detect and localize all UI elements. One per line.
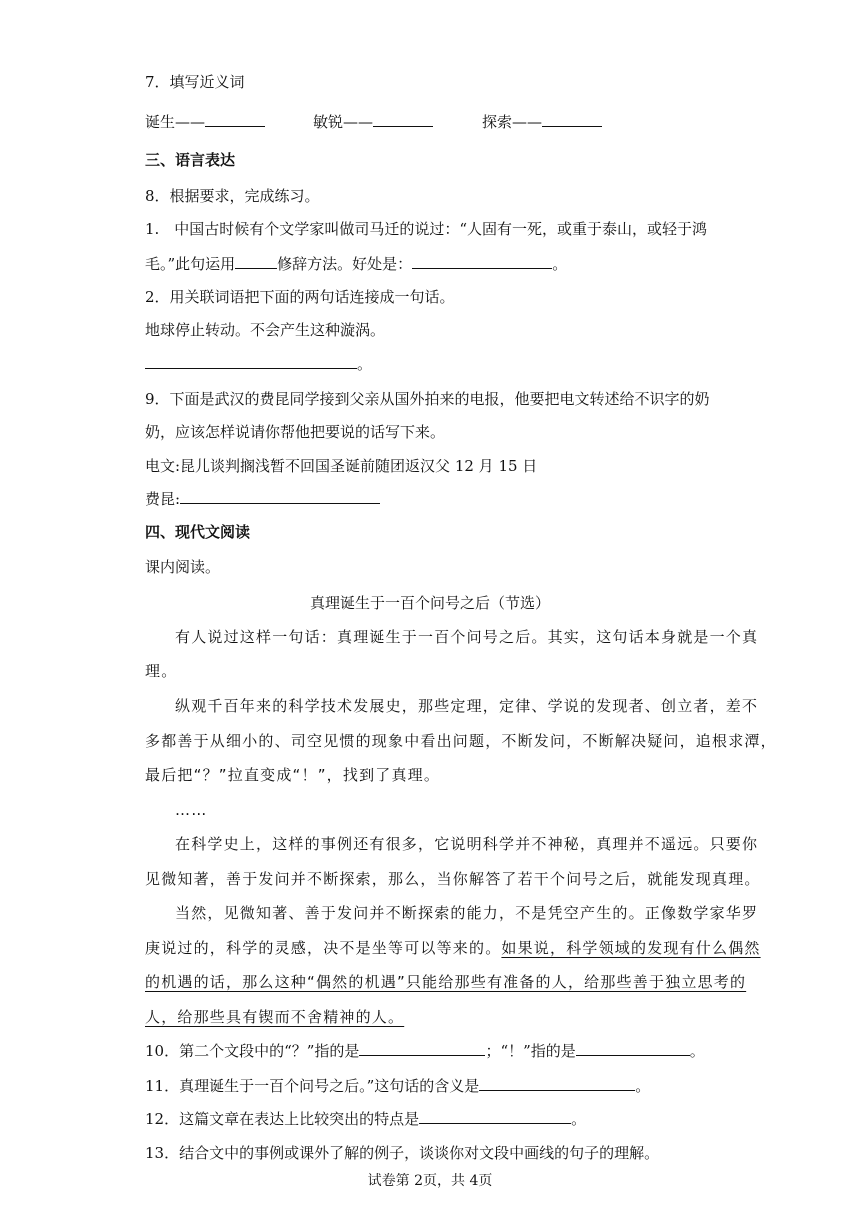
article-p4-line1: 当然，见微知著、善于发问并不断探索的能力，不是凭空产生的。正像数学家华罗 — [175, 904, 759, 922]
answer-blank[interactable] — [180, 489, 380, 504]
article-p3-line1: 在科学史上，这样的事例还有很多，它说明科学并不神秘，真理并不遥远。只要你 — [175, 835, 759, 853]
underlined-sentence-line2: 的机遇的话，那么这种“偶然的机遇”只能给那些有准备的人，给那些善于独立思考的 — [145, 973, 747, 991]
article-p1-line2: 理。 — [145, 662, 178, 680]
answer-blank[interactable] — [145, 354, 357, 369]
answer-blank[interactable] — [359, 1041, 485, 1056]
q10-text-a: 10．第二个文段中的“？”指的是 — [145, 1042, 360, 1060]
answer-blank[interactable] — [412, 254, 552, 269]
underlined-sentence-line3: 人，给那些具有锲而不舍精神的人。 — [145, 1008, 405, 1026]
answer-blank[interactable] — [205, 112, 265, 127]
synonym-word: 诞生—— — [145, 113, 206, 131]
q8-sub2-sentence: 地球停止转动。不会产生这种漩涡。 — [145, 321, 386, 339]
underlined-sentence: 如果说，科学领域的发现有什么偶然 — [501, 939, 761, 957]
article-p3-line2: 见微知著，善于发问并不断探索，那么，当你解答了若干个问号之后，就能发现真理。 — [145, 870, 761, 888]
article-p1-line1: 有人说过这样一句话：真理诞生于一百个问号之后。其实，这句话本身就是一个真 — [175, 628, 759, 646]
q11-text-a: 11．真理诞生于一百个问号之后。”这句话的含义是 — [145, 1077, 480, 1095]
q9-line2: 奶，应该怎样说请你帮他把要说的话写下来。 — [145, 423, 446, 441]
answer-blank[interactable] — [235, 254, 277, 269]
synonym-item-3 — [482, 112, 602, 132]
article-p2-line3: 最后把“？”拉直变成“！”，找到了真理。 — [145, 766, 441, 784]
q8-sub1-line2 — [145, 254, 567, 274]
answer-blank[interactable] — [479, 1076, 635, 1091]
answer-blank[interactable] — [419, 1109, 571, 1124]
q12-text-b: 。 — [571, 1110, 587, 1128]
q8-sub1-line1: 1. 中国古时候有个文学家叫做司马迁的说过：“人固有一死，或重于泰山，或轻于鸿 — [145, 220, 707, 238]
q10-text-c: 。 — [689, 1042, 705, 1060]
q8-prompt: 8．根据要求，完成练习。 — [145, 187, 320, 205]
q9-telegram: 电文:昆儿谈判搁浅暂不回国圣诞前随团返汉父 12 月 15 日 — [145, 457, 538, 475]
answer-blank[interactable] — [373, 112, 433, 127]
q11 — [145, 1076, 650, 1096]
answer-blank[interactable] — [542, 112, 602, 127]
section-4-sub: 课内阅读。 — [145, 558, 221, 576]
section-4-heading: 四、现代文阅读 — [145, 523, 251, 541]
q8-sub1-text-c: 。 — [552, 255, 568, 273]
q7-heading: 7．填写近义词 — [145, 73, 245, 91]
q11-text-b: 。 — [635, 1077, 651, 1095]
q12-text-a: 12．这篇文章在表达上比较突出的特点是 — [145, 1110, 420, 1128]
answer-blank[interactable] — [576, 1041, 690, 1056]
article-p2-line2: 多都善于从细小的、司空见惯的现象中看出问题，不断发问，不断解决疑问，追根求潭， — [145, 732, 777, 750]
q8-sub2-end: 。 — [357, 355, 373, 373]
q13: 13．结合文中的事例或课外了解的例子，谈谈你对文段中画线的句子的理解。 — [145, 1144, 660, 1162]
synonym-word: 探索—— — [482, 113, 543, 131]
q9-answer-label: 费昆: — [145, 490, 181, 508]
article-title: 真理诞生于一百个问号之后（节选） — [309, 594, 550, 612]
synonym-item-2 — [313, 112, 433, 132]
page-footer: 试卷第 2页，共 4页 — [367, 1173, 493, 1189]
q9-answer-line — [145, 489, 380, 509]
q8-sub2: 2．用关联词语把下面的两句话连接成一句话。 — [145, 288, 455, 306]
q8-sub1-text-b: 修辞方法。好处是： — [277, 255, 413, 273]
q8-sub2-answer-line — [145, 354, 372, 374]
article-p2-line1: 纵观千百年来的科学技术发展史，那些定理，定律、学说的发现者、创立者，差不 — [175, 697, 759, 715]
article-ellipsis: …… — [175, 801, 208, 819]
q9-line1: 9．下面是武汉的费昆同学接到父亲从国外拍来的电报，他要把电文转述给不识字的奶 — [145, 390, 710, 408]
q10-text-b: ；“！”指的是 — [485, 1042, 576, 1060]
article-p4-text: 庚说过的，科学的灵感，决不是坐等可以等来的。 — [145, 939, 502, 957]
q12 — [145, 1109, 586, 1129]
article-p4-line2 — [145, 938, 761, 958]
q10 — [145, 1041, 705, 1061]
q8-sub1-text-a: 毛。”此句运用 — [145, 255, 236, 273]
synonym-item-1 — [145, 112, 265, 132]
section-3-heading: 三、语言表达 — [145, 151, 236, 169]
synonym-word: 敏锐—— — [313, 113, 374, 131]
